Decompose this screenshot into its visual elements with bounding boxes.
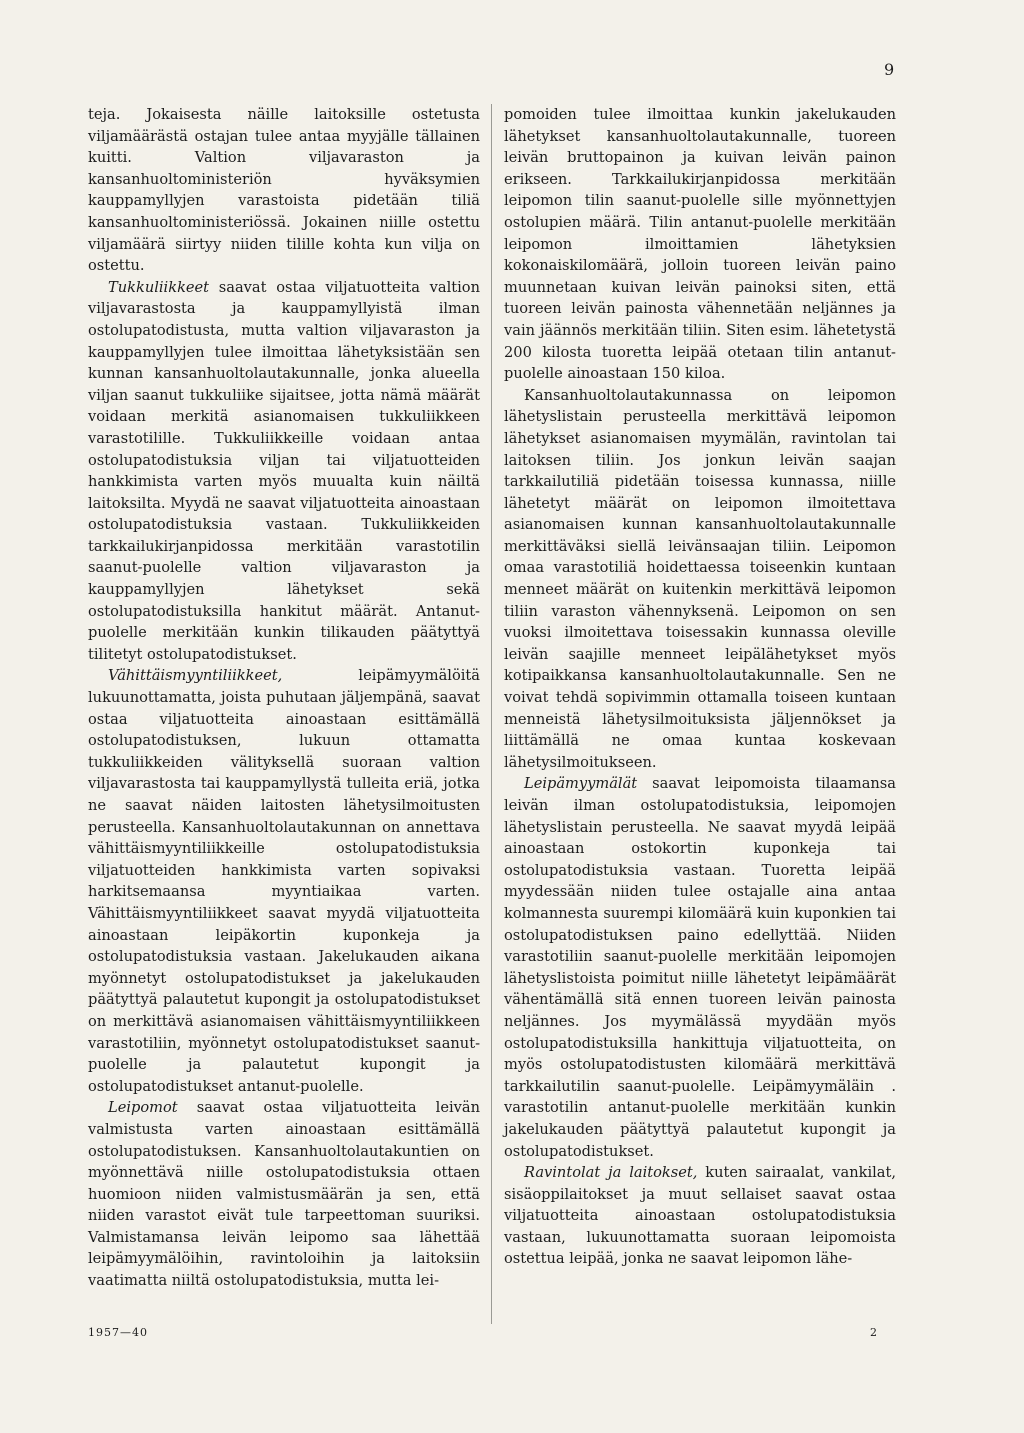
paragraph-lead: Ravintolat ja laitokset, <box>524 1164 698 1182</box>
right-column <box>504 104 896 1270</box>
column-divider <box>491 104 492 1324</box>
paragraph-body: saavat ostaa viljatuotteita valtion viljavarastosta ja kauppamyllyistä ilman ostolupatodistusta, mutta valtion viljavaraston ja kauppamyllyjen tulee ilmoittaa lähetyksistään sen kunnan kansanhuoltolautakunnalle, jonka alueella viljan saanut tukkuliike sijaitsee, jotta nämä määrät voidaan merkitä asianomaisen tukkuliikkeen varastotilille. Tukkuliikkeille voidaan antaa ostolupatodistuksia viljan tai viljatuotteiden hankkimista varten myös muualta kuin näiltä laitoksilta. Myydä ne saavat viljatuotteita ainoastaan ostolupatodistuksia vastaan. Tukkuliikkeiden tarkkailukirjanpidossa merkitään varastotilin saanut-puolelle valtion viljavaraston ja kauppamyllyjen lähetykset sekä ostolupatodistuksilla hankitut määrät. Antanut-puolelle merkitään kunkin tilikauden päätyttyä tilitetyt ostolupatodistukset. <box>88 278 480 663</box>
page-number: 9 <box>884 60 895 79</box>
left-column <box>88 104 480 1292</box>
paragraph <box>504 773 896 1162</box>
paragraph-body: kuten sairaalat, vankilat, sisäoppilaitokset ja muut sellaiset saavat ostaa viljatuotteita ainoastaan ostolupatodistuksia vastaan, lukuunottamatta suoraan leipomoista ostettua leipää, jonka ne saavat leipomon lähe- <box>504 1164 896 1268</box>
paragraph-body: saavat ostaa viljatuotteita leivän valmistusta varten ainoastaan esittämällä ostolupatodistuksen. Kansanhuoltolautakuntien on myönnettävä niille ostolupatodistuksia ottaen huomioon niiden valmistusmäärän ja sen, että niiden varastot eivät tule tarpeettoman suuriksi. Valmistamansa leivän leipomo saa lähettää leipämyymälöihin, ravintoloihin ja laitoksiin vaatimatta niiltä ostolupatodistuksia, mutta lei- <box>88 1099 480 1290</box>
paragraph <box>88 665 480 1097</box>
paragraph-lead: Vähittäismyyntiliikkeet, <box>108 667 283 685</box>
paragraph: teja. Jokaisesta näille laitoksille ostetusta viljamäärästä ostajan tulee antaa myyjälle tällainen kuitti. Valtion viljavaraston ja kansanhuoltoministeriön hyväksymien kauppamyllyjen varastoista pidetään tiliä kansanhuoltoministeriössä. Jokainen niille ostettu viljamäärä siirtyy niiden tilille kohta kun vilja on ostettu. <box>88 106 480 275</box>
paragraph-lead: Leipomot <box>108 1099 178 1117</box>
print-mark: 1957—40 <box>88 1326 148 1339</box>
paragraph: Kansanhuoltolautakunnassa on leipomon lähetyslistain perusteella merkittävä leipomon lähetykset asianomaisen myymälän, ravintolan tai laitoksen tiliin. Jos jonkun leivän saajan tarkkailutiliä pidetään toisessa kunnassa, niille lähetetyt määrät on leipomon ilmoitettava asianomaisen kunnan kansanhuoltolautakunnalle merkittäväksi siellä leivänsaajan tiliin. Leipomon omaa varastotiliä hoidettaessa toiseenkin kuntaan menneet määrät on kuitenkin merkittävä leipomon tiliin varaston vähennyksenä. Leipomon on sen vuoksi ilmoitettava toisessakin kunnassa oleville leivän saajille menneet leipälähetykset myös kotipaikkansa kansanhuoltolautakunnalle. Sen ne voivat tehdä sopivimmin ottamalla toiseen kuntaan menneistä lähetysilmoituksista jäljennökset ja liittämällä ne omaa kuntaa koskevaan lähetysilmoitukseen. <box>504 386 896 771</box>
paragraph-lead: Leipämyymälät <box>524 775 638 793</box>
paragraph-body: saavat leipomoista tilaamansa leivän ilman ostolupatodistuksia, leipomojen lähetyslistain perusteella. Ne saavat myydä leipää ainoastaan ostokortin kuponkeja tai ostolupatodistuksia vastaan. Tuoretta leipää myydessään niiden tulee ostajalle aina antaa kolmannesta suurempi kilomäärä kuin kuponkien tai ostolupatodistuksen paino edellyttää. Niiden varastotiliin saanut-puolelle merkitään leipomojen lähetyslistoista poimitut niille lähetetyt leipämäärät vähentämällä sitä ennen tuoreen leivän painosta neljännes. Jos myymälässä myydään myös ostolupatodistuksilla hankittuja viljatuotteita, on myös ostolupatodistusten kilomäärä merkittävä tarkkailutilin saanut-puolelle. Leipämyymäläin . varastotilin antanut-puolelle merkitään kunkin jakelukauden päätyttyä palautetut kupongit ja ostolupatodistukset. <box>504 775 896 1160</box>
signature-mark: 2 <box>870 1326 877 1339</box>
paragraph <box>504 1162 896 1270</box>
paragraph <box>88 1097 480 1291</box>
paragraph: pomoiden tulee ilmoittaa kunkin jakelukauden lähetykset kansanhuoltolautakunnalle, tuoreen leivän bruttopainon ja kuivan leivän painon erikseen. Tarkkailukirjanpidossa merkitään leipomon tilin saanut-puolelle sille myönnettyjen ostolupien määrä. Tilin antanut-puolelle merkitään leipomon ilmoittamien lähetyksien kokonaiskilomäärä, jolloin tuoreen leivän paino muunnetaan kuivan leivän painoksi siten, että tuoreen leivän painosta vähennetään neljännes ja vain jäännös merkitään tiliin. Siten esim. lähetetystä 200 kilosta tuoretta leipää otetaan tilin antanut-puolelle ainoastaan 150 kiloa. <box>504 106 896 383</box>
paragraph <box>88 277 480 666</box>
paragraph-body: leipämyymälöitä lukuunottamatta, joista puhutaan jäljempänä, saavat ostaa viljatuotteita ainoastaan esittämällä ostolupatodistuksen, lukuun ottamatta tukkuliikkeiden välityksellä suoraan valtion viljavarastosta tai kauppamyllystä tulleita eriä, jotka ne saavat näiden laitosten lähetysilmoitusten perusteella. Kansanhuoltolautakunnan on annettava vähittäismyyntiliikkeille ostolupatodistuksia viljatuotteiden hankkimista varten sopivaksi harkitsemaansa myyntiaikaa varten. Vähittäismyyntiliikkeet saavat myydä viljatuotteita ainoastaan leipäkortin kuponkeja ja ostolupatodistuksia vastaan. Jakelukauden aikana myönnetyt ostolupatodistukset ja jakelukauden päätyttyä palautetut kupongit ja ostolupatodistukset on merkittävä asianomaisen vähittäismyyntiliikkeen varastotiliin, myönnetyt ostolupatodistukset saanut-puolelle ja palautetut kupongit ja ostolupatodistukset antanut-puolelle. <box>88 667 480 1095</box>
paragraph-lead: Tukkuliikkeet <box>108 278 210 296</box>
